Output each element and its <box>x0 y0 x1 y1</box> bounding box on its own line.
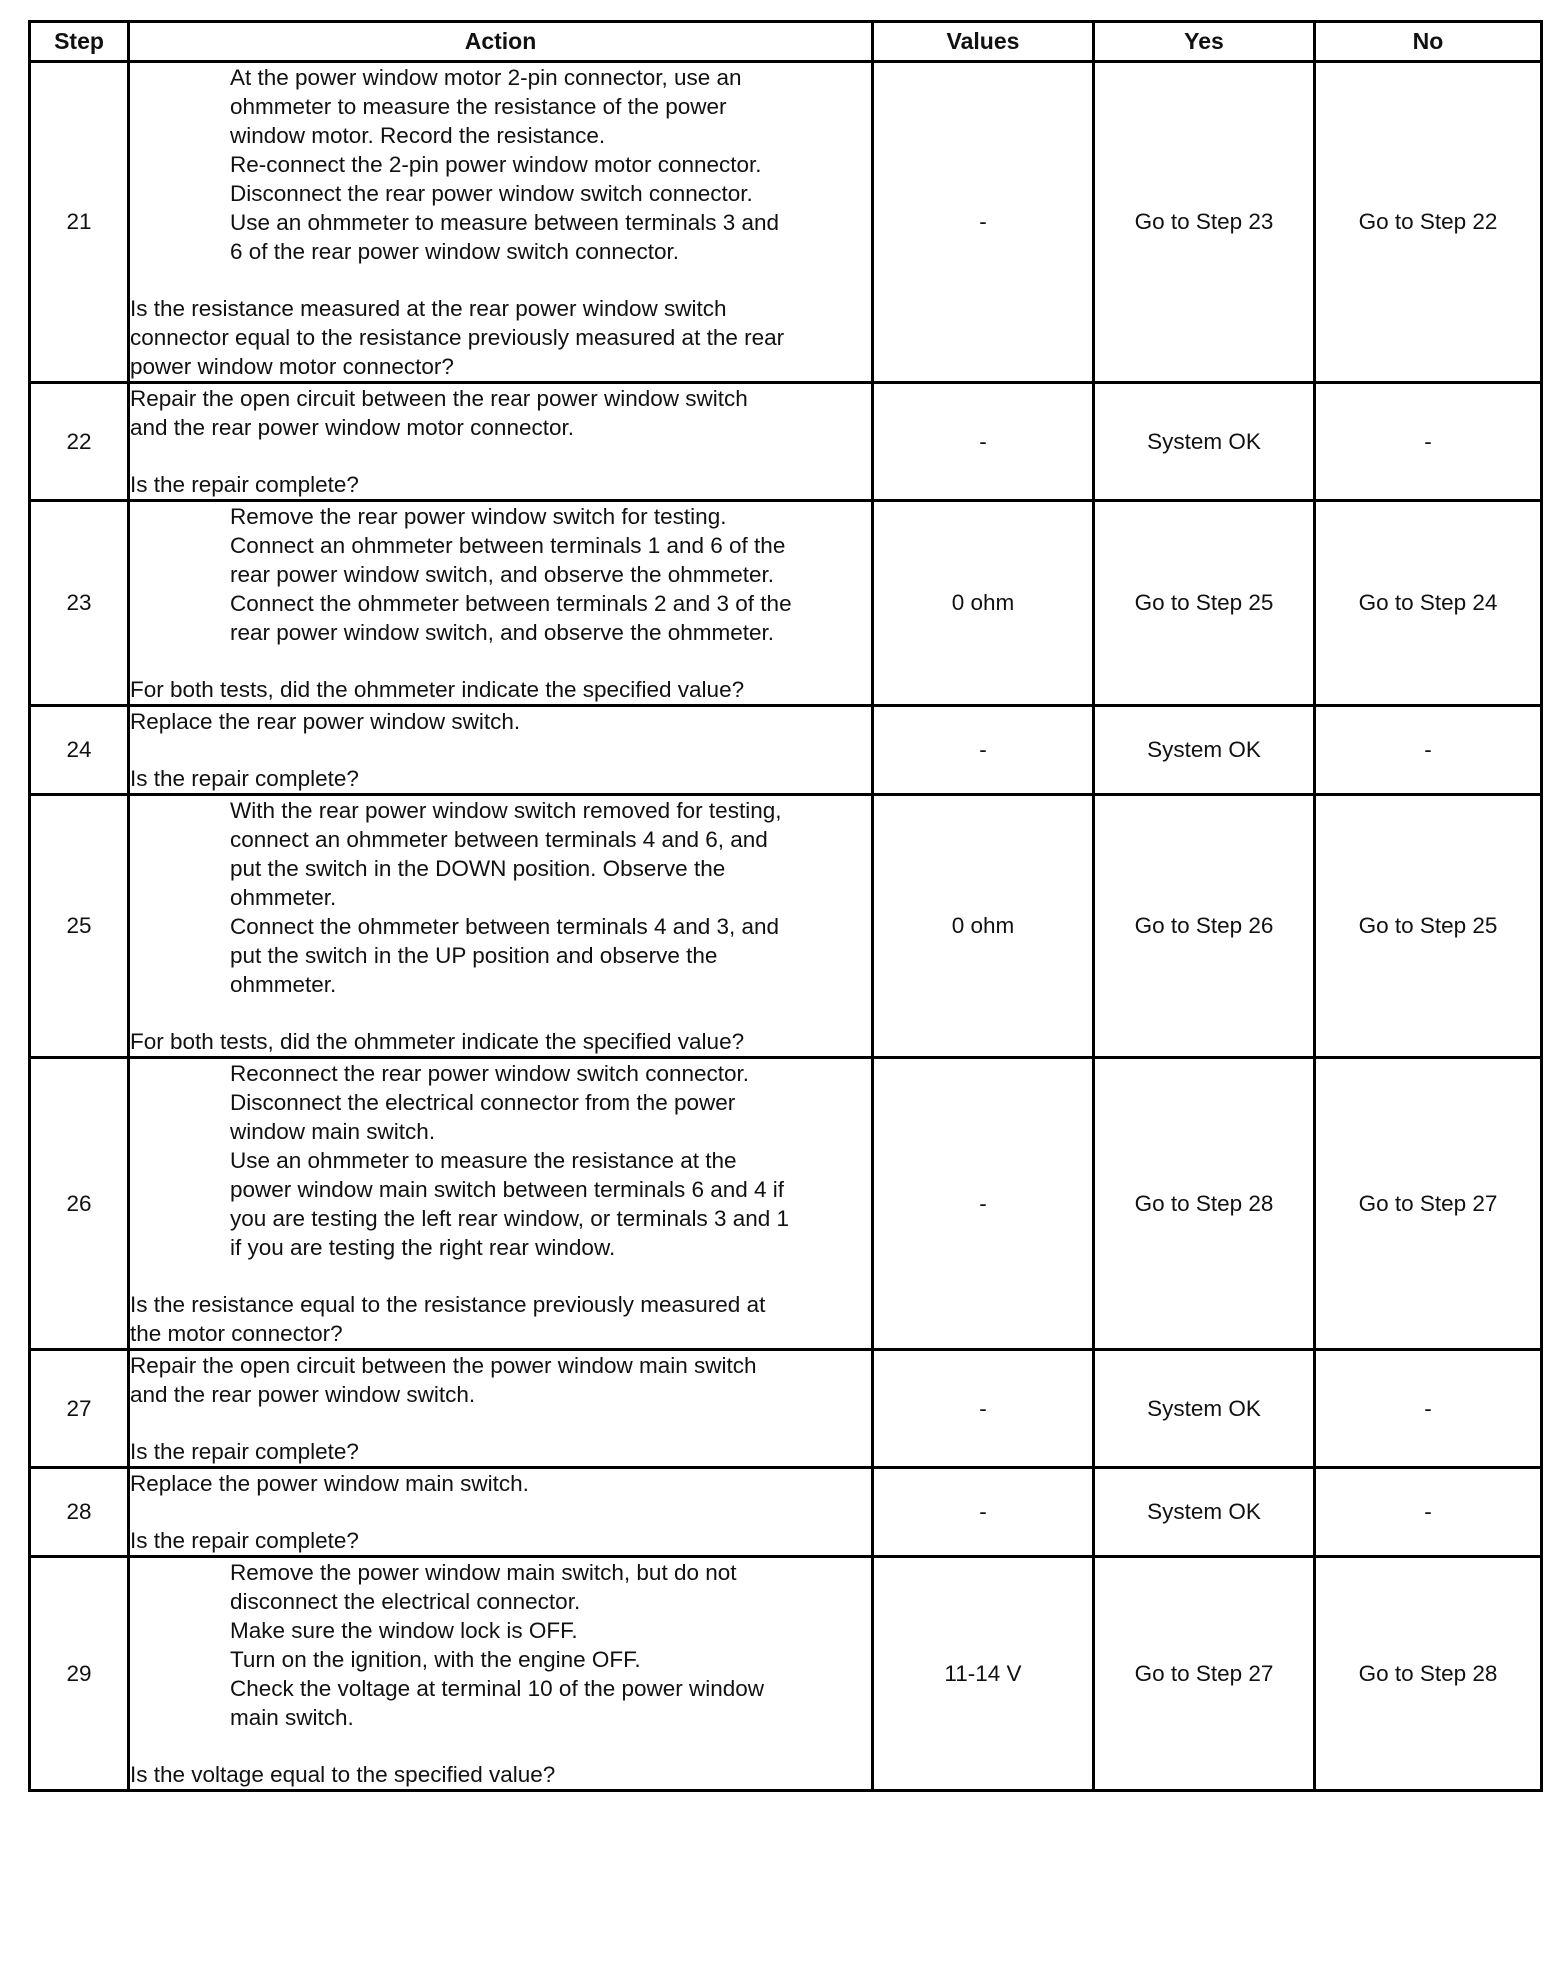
instruction-line: Remove the rear power window switch for testing. <box>230 504 727 529</box>
instruction-line: put the switch in the DOWN position. Observe the <box>230 856 726 881</box>
action-content <box>130 1469 871 1555</box>
action-question <box>130 470 871 499</box>
table-row <box>30 795 1542 1058</box>
header-step: Step <box>30 22 129 62</box>
question-line: power window motor connector? <box>130 354 454 379</box>
question-line: For both tests, did the ohmmeter indicate the specified value? <box>130 677 745 702</box>
yes-cell: Go to Step 23 <box>1094 62 1315 383</box>
action-cell <box>129 706 873 795</box>
action-instructions <box>130 707 871 736</box>
instruction-line: At the power window motor 2-pin connector, use an <box>230 65 742 90</box>
no-cell: Go to Step 22 <box>1315 62 1542 383</box>
instruction-line: Use an ohmmeter to measure the resistance at the <box>230 1148 737 1173</box>
header-no: No <box>1315 22 1542 62</box>
instruction-line: ohmmeter to measure the resistance of the power <box>230 94 727 119</box>
yes-cell: System OK <box>1094 706 1315 795</box>
action-cell <box>129 795 873 1058</box>
yes-cell: Go to Step 25 <box>1094 501 1315 706</box>
question-line: the motor connector? <box>130 1321 343 1346</box>
instruction-line: Turn on the ignition, with the engine OFF. <box>230 1647 641 1672</box>
step-number: 22 <box>30 383 129 501</box>
no-cell: Go to Step 24 <box>1315 501 1542 706</box>
instruction-line: you are testing the left rear window, or terminals 3 and 1 <box>230 1206 790 1231</box>
instruction-line: disconnect the electrical connector. <box>230 1589 581 1614</box>
step-number: 28 <box>30 1468 129 1557</box>
question-line: Is the repair complete? <box>130 1528 359 1553</box>
action-instructions <box>130 796 871 999</box>
yes-cell: System OK <box>1094 1350 1315 1468</box>
value-cell: - <box>873 706 1094 795</box>
instruction-line: Disconnect the rear power window switch connector. <box>230 181 753 206</box>
table-row <box>30 1058 1542 1350</box>
instruction-line: Replace the power window main switch. <box>130 1471 529 1496</box>
instruction-line: and the rear power window motor connector. <box>130 415 574 440</box>
no-cell: Go to Step 25 <box>1315 795 1542 1058</box>
no-cell: Go to Step 27 <box>1315 1058 1542 1350</box>
action-question <box>130 675 871 704</box>
step-number: 24 <box>30 706 129 795</box>
action-cell <box>129 501 873 706</box>
no-cell: Go to Step 28 <box>1315 1557 1542 1791</box>
table-row <box>30 501 1542 706</box>
question-line: For both tests, did the ohmmeter indicate the specified value? <box>130 1029 745 1054</box>
instruction-line: rear power window switch, and observe the ohmmeter. <box>230 620 775 645</box>
action-instructions <box>130 502 871 647</box>
action-content <box>130 796 871 1056</box>
value-cell: - <box>873 62 1094 383</box>
instruction-line: window main switch. <box>230 1119 436 1144</box>
table-body <box>30 62 1542 1791</box>
action-instructions <box>130 1558 871 1732</box>
instruction-line: connect an ohmmeter between terminals 4 and 6, and <box>230 827 768 852</box>
action-content <box>130 1351 871 1466</box>
action-content <box>130 63 871 381</box>
instruction-line: Reconnect the rear power window switch connector. <box>230 1061 750 1086</box>
instruction-line: Replace the rear power window switch. <box>130 709 521 734</box>
action-instructions <box>130 384 871 442</box>
question-line: Is the resistance measured at the rear power window switch <box>130 296 727 321</box>
yes-cell: Go to Step 28 <box>1094 1058 1315 1350</box>
value-cell: - <box>873 1058 1094 1350</box>
instruction-line: put the switch in the UP position and observe the <box>230 943 718 968</box>
instruction-line: Connect an ohmmeter between terminals 1 and 6 of the <box>230 533 786 558</box>
table-row <box>30 1468 1542 1557</box>
question-line: Is the repair complete? <box>130 472 359 497</box>
header-values: Values <box>873 22 1094 62</box>
action-cell <box>129 62 873 383</box>
action-cell <box>129 1468 873 1557</box>
action-question <box>130 1437 871 1466</box>
header-row <box>30 22 1542 62</box>
no-cell: - <box>1315 383 1542 501</box>
action-cell <box>129 383 873 501</box>
action-content <box>130 384 871 499</box>
step-number: 23 <box>30 501 129 706</box>
no-cell: - <box>1315 706 1542 795</box>
step-number: 29 <box>30 1557 129 1791</box>
action-cell <box>129 1058 873 1350</box>
instruction-line: With the rear power window switch removed for testing, <box>230 798 782 823</box>
step-number: 27 <box>30 1350 129 1468</box>
no-cell: - <box>1315 1350 1542 1468</box>
instruction-line: Repair the open circuit between the rear power window switch <box>130 386 748 411</box>
instruction-line: window motor. Record the resistance. <box>230 123 606 148</box>
question-line: Is the resistance equal to the resistance previously measured at <box>130 1292 766 1317</box>
instruction-line: Make sure the window lock is OFF. <box>230 1618 578 1643</box>
table-row <box>30 1350 1542 1468</box>
instruction-line: Check the voltage at terminal 10 of the power window <box>230 1676 765 1701</box>
yes-cell: System OK <box>1094 383 1315 501</box>
step-number: 25 <box>30 795 129 1058</box>
instruction-line: and the rear power window switch. <box>130 1382 476 1407</box>
question-line: Is the repair complete? <box>130 1439 359 1464</box>
value-cell: - <box>873 1468 1094 1557</box>
action-cell <box>129 1557 873 1791</box>
header-action: Action <box>129 22 873 62</box>
question-line: Is the voltage equal to the specified value? <box>130 1762 556 1787</box>
action-cell <box>129 1350 873 1468</box>
yes-cell: System OK <box>1094 1468 1315 1557</box>
instruction-line: Remove the power window main switch, but do not <box>230 1560 737 1585</box>
action-content <box>130 1558 871 1789</box>
instruction-line: Repair the open circuit between the power window main switch <box>130 1353 757 1378</box>
table-row <box>30 706 1542 795</box>
instruction-line: main switch. <box>230 1705 354 1730</box>
value-cell: 0 ohm <box>873 501 1094 706</box>
instruction-line: Connect the ohmmeter between terminals 2 and 3 of the <box>230 591 792 616</box>
action-question <box>130 1526 871 1555</box>
value-cell: - <box>873 383 1094 501</box>
instruction-line: ohmmeter. <box>230 972 337 997</box>
value-cell: - <box>873 1350 1094 1468</box>
action-content <box>130 707 871 793</box>
action-instructions <box>130 63 871 266</box>
action-content <box>130 502 871 704</box>
step-number: 26 <box>30 1058 129 1350</box>
instruction-line: power window main switch between terminals 6 and 4 if <box>230 1177 785 1202</box>
table-row <box>30 383 1542 501</box>
no-cell: - <box>1315 1468 1542 1557</box>
action-question <box>130 1760 871 1789</box>
action-question <box>130 764 871 793</box>
instruction-line: Connect the ohmmeter between terminals 4 and 3, and <box>230 914 780 939</box>
action-instructions <box>130 1469 871 1498</box>
question-line: connector equal to the resistance previously measured at the rear <box>130 325 785 350</box>
yes-cell: Go to Step 27 <box>1094 1557 1315 1791</box>
instruction-line: Re-connect the 2-pin power window motor connector. <box>230 152 762 177</box>
yes-cell: Go to Step 26 <box>1094 795 1315 1058</box>
action-instructions <box>130 1059 871 1262</box>
instruction-line: if you are testing the right rear window. <box>230 1235 616 1260</box>
value-cell: 0 ohm <box>873 795 1094 1058</box>
instruction-line: 6 of the rear power window switch connector. <box>230 239 679 264</box>
action-content <box>130 1059 871 1348</box>
table-row <box>30 1557 1542 1791</box>
action-instructions <box>130 1351 871 1409</box>
value-cell: 11-14 V <box>873 1557 1094 1791</box>
diagnostic-table <box>28 20 1543 1792</box>
header-yes: Yes <box>1094 22 1315 62</box>
step-number: 21 <box>30 62 129 383</box>
instruction-line: Use an ohmmeter to measure between terminals 3 and <box>230 210 780 235</box>
action-question <box>130 1290 871 1348</box>
table-row <box>30 62 1542 383</box>
instruction-line: Disconnect the electrical connector from the power <box>230 1090 736 1115</box>
action-question <box>130 1027 871 1056</box>
instruction-line: rear power window switch, and observe the ohmmeter. <box>230 562 775 587</box>
instruction-line: ohmmeter. <box>230 885 337 910</box>
action-question <box>130 294 871 381</box>
question-line: Is the repair complete? <box>130 766 359 791</box>
